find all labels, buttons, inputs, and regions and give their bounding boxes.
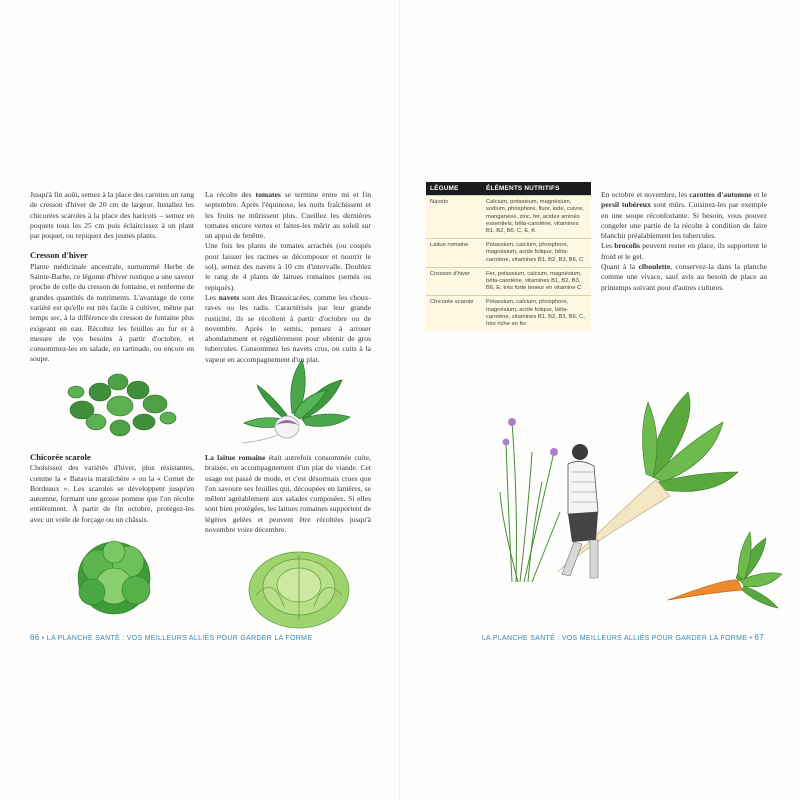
brocolis-paragraph: Les brocolis peuvent rester en place, ils supportent le froid et le gel.	[601, 241, 767, 261]
table-header-row	[426, 182, 591, 196]
gardener-figure	[562, 444, 598, 578]
laitue-paragraph: La laitue romaine était autrefois consommée cuite, braisée, en accompagnement d'un plat de viande. Cet usage est passé de mode, et c'est désormais crues que l'on savoure ses feuilles qui, découpées en lanières, se mêlent agréablement aux salades composées. Si elles sont bien protégées, les laitues romaines supportent de légères gelées et peuvent être récoltées jusqu'à novembre voire décembre.	[205, 453, 371, 535]
table-row	[426, 267, 591, 296]
right-folio: LA PLANCHE SANTÉ : VOS MEILLEURS ALLIÉS POUR GARDER LA FORME • 67	[481, 633, 764, 642]
left-column-2-lower	[205, 453, 371, 535]
table-row	[426, 196, 591, 239]
carotte-illustration	[666, 530, 786, 610]
page-number-66: 66	[30, 633, 40, 642]
right-running-title: LA PLANCHE SANTÉ : VOS MEILLEURS ALLIÉS POUR GARDER LA FORME	[481, 635, 748, 642]
table-row	[426, 239, 591, 268]
laitue-romaine-illustration	[244, 545, 354, 630]
left-folio: 66 • LA PLANCHE SANTÉ : VOS MEILLEURS ALLIÉS POUR GARDER LA FORME	[30, 633, 313, 642]
header-legume: LÉGUME	[426, 182, 482, 196]
chicoree-heading: Chicorée scarole	[30, 452, 91, 462]
cresson-paragraph: Plante médicinale ancestrale, surnommé Herbe de Sainte-Barbe, ce légume d'hiver rustique a une saveur proche de celle du cresson de fontaine, et renferme de grandes quantités de nutriments. L'avantage de cette variété est qu'elle est très facile à cultiver, même par temps sec, à la différence du cresson de fontaine plus exigeant en eau. Récoltez les feuilles au fur et à mesure de vos besoins à partir d'octobre, et consommez-les en salade, en tartinade, ou encore en soupe.	[30, 261, 194, 364]
left-running-title: LA PLANCHE SANTÉ : VOS MEILLEURS ALLIÉS POUR GARDER LA FORME	[46, 635, 313, 642]
cresson-heading: Cresson d'hiver	[30, 250, 88, 261]
navet-illustration	[232, 355, 362, 445]
page-number-67: 67	[754, 633, 764, 642]
ciboulette-paragraph: Quant à la ciboulette, conservez-la dans la planche comme une vivace, sauf avis au besoin de place au printemps suivant pour d'autres cultures.	[601, 262, 768, 292]
cresson-illustration	[60, 362, 185, 442]
table-row	[426, 296, 591, 331]
tomates-paragraph: La récolte des tomates se termine entre mi et fin septembre. Après l'équinoxe, les nuits fraîchissent et les fruits ne mûrissent plus. Cueillez les dernières tomates encore vertes et faites-les mûrir au soleil sur un appui de fenêtre.	[205, 190, 371, 241]
intro-paragraph: Jusqu'à fin août, semez à la place des carottes un rang de cresson d'hiver de 20 cm de largeur. Installez les chicorées scaroles à la place des haricots – semez en poquets tous les 25 cm puis éclaircissez à un plant par poquet, ou repiquez des jeunes plants.	[30, 190, 194, 241]
row-nutrients: Potassium, calcium, phosphore, magnésium, acide folique, bêta-carotène, vitamines B1, B2, B3, B6, C	[482, 239, 591, 268]
nutrition-table	[426, 182, 591, 331]
arrachage-paragraph: Une fois les plants de tomates arrachés (ou coupés pour laisser les racines se décomposer et nourrir le sol), semez des navets à 10 cm d'intervalle. Doublez le rang de 4 plants de laitues romaines (semés ou repiqués).	[205, 241, 371, 292]
left-column-2	[205, 190, 371, 365]
row-nutrients: Potassium, calcium, phosphore, magnésium, acide folique, bêta-carotène, vitamines B1, B2, B3, B6, C, très riche en fer	[482, 296, 591, 331]
chicoree-paragraph: Choisissez des variétés d'hiver, plus résistantes, comme la « Batavia maraîchère » ou la « Cornet de Bordeaux ». Les scaroles se développent jusqu'en automne, formant une grosse pomme que l'on récolte entièrement. À partir de fin octobre, protégez-les avec un voile de forçage ou un châssis.	[30, 463, 194, 524]
left-column-1-lower	[30, 452, 194, 525]
row-vegetable: Navets	[426, 196, 482, 239]
ciboulette-icon	[500, 422, 560, 582]
header-elements: ÉLÉMENTS NUTRITIFS	[482, 182, 591, 196]
chicoree-scarole-illustration	[68, 528, 160, 620]
right-column-text	[601, 190, 767, 293]
row-vegetable: Chicorée scarole	[426, 296, 482, 331]
left-column-1	[30, 190, 194, 365]
carottes-paragraph: En octobre et novembre, les carottes d'automne et le persil tubéreux sont mûrs. Cuisinez-les par exemple en une soupe réconfortante. Si besoin, vous pouvez congeler une partie de la récolte à condition de faire blanchir préalablement les tubercules.	[601, 190, 767, 241]
navets-paragraph: Les navets sont des Brassicacées, comme les choux-raves ou les radis. Caractérisés par leur grande rusticité, ils se récoltent à partir d'octobre ou de novembre. Après le semis, pensez à arroser abondamment et régulièrement pour obtenir de gros tubercules. Consommez les navets crus, ou cuits à la vapeur en accompagnement d'un plat.	[205, 292, 371, 364]
row-nutrients: Fer, potassium, calcium, magnésium, bêta-carotène, vitamines B1, B2, B3, B6, E, très forte teneur en vitamine C	[482, 267, 591, 296]
row-vegetable: Cresson d'hiver	[426, 267, 482, 296]
row-vegetable: Laitue romaine	[426, 239, 482, 268]
row-nutrients: Calcium, potassium, magnésium, sodium, phosphore, fluor, iode, cuivre, manganèse, zinc, fer, acides aminés essentiels, bêta-carotène, vitamines B1, B2, B6, C, E, K	[482, 196, 591, 239]
